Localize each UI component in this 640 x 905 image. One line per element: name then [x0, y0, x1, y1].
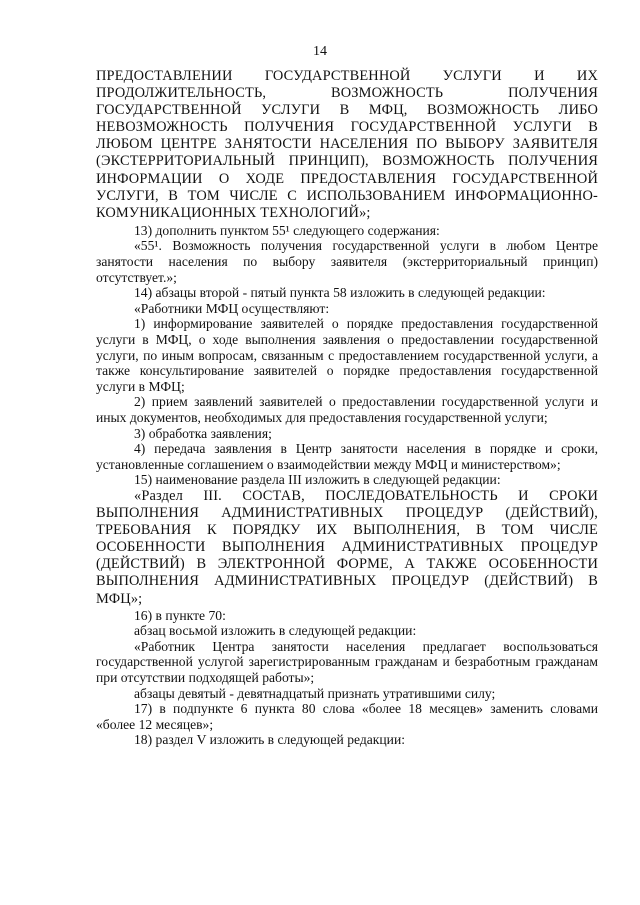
- amendment-item-17: 17) в подпункте 6 пункта 80 слова «более 18 месяцев» заменить словами «более 12 месяцев»;: [96, 701, 598, 732]
- paragraph-eight-instruction: абзац восьмой изложить в следующей редакции:: [134, 623, 417, 639]
- amendment-item-18: 18) раздел V изложить в следующей редакции:: [134, 732, 406, 748]
- list-item-1: 1) информирование заявителей о порядке предоставления государственной услуги в МФЦ, о ходе выполнения заявления о предоставлении государственной услуги, по иным вопросам, связанным с предоставлением государственной услуги, а также консультирование заявителей о порядке предоставления государственной услуги в МФЦ;: [96, 316, 598, 394]
- mfc-workers-intro: «Работники МФЦ осуществляют:: [134, 300, 330, 316]
- amendment-item-16: 16) в пункте 70:: [134, 607, 226, 623]
- paragraphs-repealed: абзацы девятый - девятнадцатый признать утратившими силу;: [134, 685, 496, 701]
- amendment-item-15: 15) наименование раздела III изложить в следующей редакции:: [134, 472, 501, 488]
- amendment-item-13: 13) дополнить пунктом 55¹ следующего содержания:: [134, 222, 440, 238]
- quoted-paragraph-eight: «Работник Центра занятости населения предлагает воспользоваться государственной услугой зарегистрированным гражданам и безработным гражданам при отсутствии подходящей работы»;: [96, 638, 598, 685]
- list-item-3: 3) обработка заявления;: [134, 425, 272, 441]
- page-number: 14: [313, 44, 327, 59]
- document-body: [96, 68, 598, 748]
- section-3-title: «Раздел III. СОСТАВ, ПОСЛЕДОВАТЕЛЬНОСТЬ И СРОКИ ВЫПОЛНЕНИЯ АДМИНИСТРАТИВНЫХ ПРОЦЕДУР (ДЕЙСТВИЙ), ТРЕБОВАНИЯ К ПОРЯДКУ ИХ ВЫПОЛНЕНИЯ, В ТОМ ЧИСЛЕ ОСОБЕННОСТИ ВЫПОЛНЕНИЯ АДМИНИСТРАТИВНЫХ ПРОЦЕДУР (ДЕЙСТВИЙ) В ЭЛЕКТРОННОЙ ФОРМЕ, А ТАКЖЕ ОСОБЕННОСТИ ВЫПОЛНЕНИЯ АДМИНИСТРАТИВНЫХ ПРОЦЕДУР (ДЕЙСТВИЙ) В МФЦ»;: [96, 487, 598, 607]
- heading-continuation: ПРЕДОСТАВЛЕНИИ ГОСУДАРСТВЕННОЙ УСЛУГИ И ИХ ПРОДОЛЖИТЕЛЬНОСТЬ, ВОЗМОЖНОСТЬ ПОЛУЧЕНИЯ ГОСУДАРСТВЕННОЙ УСЛУГИ В МФЦ, ВОЗМОЖНОСТЬ ЛИБО НЕВОЗМОЖНОСТЬ ПОЛУЧЕНИЯ ГОСУДАРСТВЕННОЙ УСЛУГИ В ЛЮБОМ ЦЕНТРЕ ЗАНЯТОСТИ НАСЕЛЕНИЯ ПО ВЫБОРУ ЗАЯВИТЕЛЯ (ЭКСТЕРРИТОРИАЛЬНЫЙ ПРИНЦИП), ВОЗМОЖНОСТЬ ПОЛУЧЕНИЯ ИНФОРМАЦИИ О ХОДЕ ПРЕДОСТАВЛЕНИЯ ГОСУДАРСТВЕННОЙ УСЛУГИ, В ТОМ ЧИСЛЕ С ИСПОЛЬЗОВАНИЕМ ИНФОРМАЦИОННО-КОМУНИКАЦИОННЫХ ТЕХНОЛОГИЙ»;: [96, 68, 598, 221]
- quoted-clause-55-1: «55¹. Возможность получения государственной услуги в любом Центре занятости населения по выбору заявителя (экстерриториальный принцип) отсутствует.»;: [96, 238, 598, 285]
- list-item-2: 2) прием заявлений заявителей о предоставлении государственной услуги и иных документов, необходимых для предоставления государственной услуги;: [96, 394, 598, 425]
- amendment-item-14: 14) абзацы второй - пятый пункта 58 изложить в следующей редакции:: [134, 285, 546, 301]
- list-item-4: 4) передача заявления в Центр занятости населения в порядке и сроки, установленные соглашением о взаимодействии между МФЦ и министерством»;: [96, 441, 598, 472]
